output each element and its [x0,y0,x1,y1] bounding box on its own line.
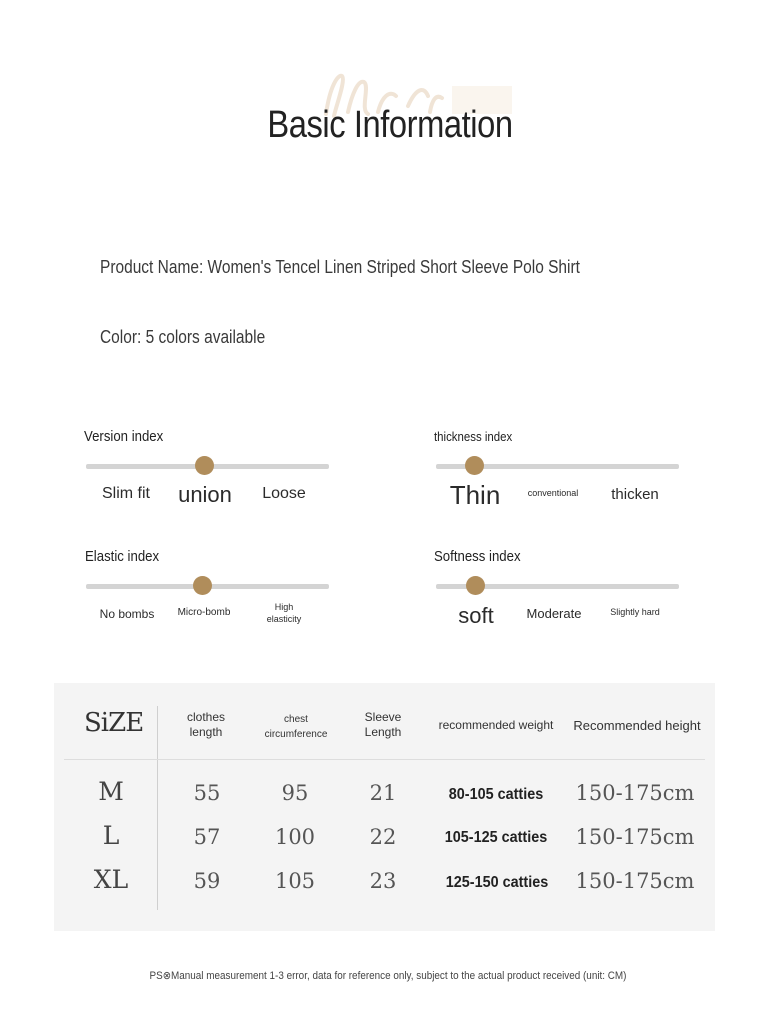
page-title: Basic Information [267,104,513,146]
thickness-index-label: thickness index [434,429,513,444]
cell-l-clothes-length: 57 [193,825,221,849]
softness-index-knob [466,576,485,595]
size-label-l: L [102,821,120,850]
elastic-option-no-bombs: No bombs [99,607,155,621]
softness-option-slightly-hard: Slightly hard [610,607,660,617]
cell-l-height: 150-175cm [575,825,695,849]
header-divider [64,759,705,760]
header-recommended-weight: recommended weight [438,718,554,732]
softness-option-soft: soft [458,603,494,628]
cell-xl-clothes-length: 59 [193,869,221,893]
thickness-option-conventional: conventional [527,488,579,498]
elastic-index-label: Elastic index [85,548,160,565]
version-index-label: Version index [84,428,164,445]
cell-l-chest: 100 [274,825,316,849]
header-chest-circumference: chest circumference [264,714,328,740]
elastic-index-knob [193,576,212,595]
header-recommended-height: Recommended height [573,718,701,733]
version-option-loose: Loose [262,485,306,502]
softness-option-moderate: Moderate [526,606,582,621]
thickness-option-thin: Thin [449,480,501,510]
thickness-index-knob [465,456,484,475]
cell-l-sleeve: 22 [369,825,397,849]
product-name: Product Name: Women's Tencel Linen Striped Short Sleeve Polo Shirt [100,257,580,277]
cell-xl-sleeve: 23 [369,869,397,893]
size-column-divider [157,706,158,910]
thickness-option-thicken: thicken [611,486,659,503]
cell-xl-height: 150-175cm [575,869,695,893]
header-sleeve-length: Sleeve Length [364,710,402,739]
elastic-option-micro-bomb: Micro-bomb [177,607,231,618]
cell-m-clothes-length: 55 [193,781,221,805]
version-index-knob [195,456,214,475]
cell-m-weight: 80-105 catties [448,786,544,803]
elastic-option-high-elasticity: High elasticity [266,602,302,624]
version-option-union: union [178,482,232,507]
cell-xl-chest: 105 [274,869,316,893]
cell-xl-weight: 125-150 catties [445,874,549,891]
cell-l-weight: 105-125 catties [444,829,548,846]
header-clothes-length: clothes length [186,710,226,739]
size-label-xl: XL [93,865,129,894]
version-option-slim-fit: Slim fit [102,485,150,502]
cell-m-height: 150-175cm [575,781,695,805]
softness-index-label: Softness index [434,548,521,565]
cell-m-sleeve: 21 [369,781,397,805]
measurement-footnote: PS⊗Manual measurement 1-3 error, data for reference only, subject to the actual product received (unit: CM) [149,970,627,982]
size-label-m: M [98,777,124,806]
product-color: Color: 5 colors available [100,327,266,347]
size-logo: SiZE [84,708,144,738]
cell-m-chest: 95 [281,781,309,805]
